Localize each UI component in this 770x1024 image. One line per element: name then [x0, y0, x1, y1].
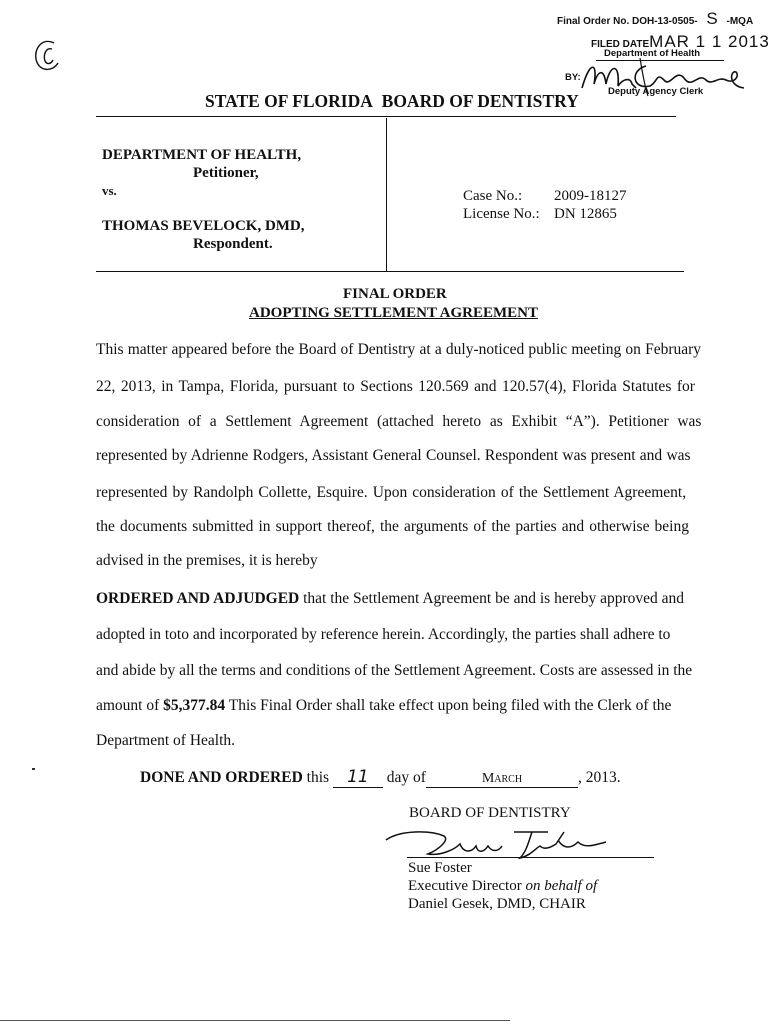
done-month: March [426, 771, 578, 788]
page-bottom-line [0, 1020, 510, 1021]
signature-board: BOARD OF DENTISTRY [409, 805, 571, 821]
respondent-role: Respondent. [193, 236, 273, 252]
chair-name: Daniel Gesek, DMD, CHAIR [408, 896, 586, 912]
body-line: 22, 2013, in Tampa, Florida, pursuant to Sections 120.569 and 120.57(4), Florida Statutes for [96, 378, 695, 395]
margin-initial-mark [30, 35, 66, 75]
case-number-label: Case No.: [463, 188, 523, 204]
signer-title [408, 878, 597, 895]
done-line [140, 767, 621, 788]
body-line: and abide by all the terms and conditions of the Settlement Agreement. Costs are assessed in the [96, 662, 693, 679]
amount-prefix: amount of [96, 697, 164, 714]
final-order-number-tail: -MQA [726, 16, 754, 27]
license-number-label: License No.: [463, 206, 540, 222]
done-this: this [302, 769, 333, 786]
final-order-number-label: Final Order No. DOH-13-0505- [557, 16, 698, 27]
final-order-number-suffix: S [706, 9, 718, 28]
body-line: adopted in toto and incorporated by reference herein. Accordingly, the parties shall adhere to [96, 626, 671, 643]
done-day: 11 [333, 767, 383, 788]
license-number-value: DN 12865 [554, 206, 617, 222]
signer-title-prefix: Executive Director [408, 878, 526, 894]
amount-line [96, 697, 671, 715]
ordered-line [96, 590, 684, 608]
signer-title-italic: on behalf of [525, 878, 598, 894]
caption-bottom-line [96, 271, 684, 272]
body-line: consideration of a Settlement Agreement (attached hereto as Exhibit “A”). Petitioner was [96, 413, 702, 430]
body-line: This matter appeared before the Board of Dentistry at a duly-noticed public meeting on February [96, 341, 702, 358]
department-stamp: Department of Health [604, 48, 701, 59]
filed-date-value: MAR 1 1 2013 [649, 32, 770, 51]
clerk-title: Deputy Agency Clerk [608, 86, 704, 97]
ordered-bold: ORDERED AND ADJUDGED [96, 590, 300, 607]
page-title [205, 91, 579, 112]
signer-name: Sue Foster [408, 860, 472, 876]
stray-mark [32, 768, 35, 770]
title-underline [96, 116, 676, 117]
amount-suffix: This Final Order shall take effect upon being filed with the Clerk of the [225, 697, 672, 714]
by-label: BY: [565, 72, 581, 83]
title-board: BOARD OF DENTISTRY [381, 91, 579, 111]
order-subheading: ADOPTING SETTLEMENT AGREEMENT [249, 305, 538, 321]
body-line: the documents submitted in support thereof, the arguments of the parties and otherwise being [96, 518, 689, 535]
done-bold: DONE AND ORDERED [140, 769, 303, 786]
caption-divider-vertical [386, 118, 387, 272]
done-day-of: day of [382, 769, 426, 786]
respondent-name: THOMAS BEVELOCK, DMD, [102, 218, 305, 234]
filed-date-label: FILED DATE [591, 39, 650, 50]
versus: vs. [102, 183, 117, 198]
petitioner-role: Petitioner, [193, 165, 259, 181]
ordered-rest: that the Settlement Agreement be and is hereby approved and [299, 590, 685, 607]
final-order-number [557, 9, 753, 29]
title-state: STATE OF FLORIDA [205, 91, 373, 111]
order-heading: FINAL ORDER [343, 286, 447, 302]
body-line: represented by Randolph Collette, Esquire. Upon consideration of the Settlement Agreement, [96, 484, 687, 501]
amount-value: $5,377.84 [163, 697, 226, 714]
body-line: advised in the premises, it is hereby [96, 552, 318, 569]
body-line: represented by Adrienne Rodgers, Assistant General Counsel. Respondent was present and was [96, 447, 691, 464]
done-year: , 2013. [577, 769, 621, 786]
body-line: Department of Health. [96, 732, 236, 749]
case-number-value: 2009-18127 [554, 188, 627, 204]
petitioner-name: DEPARTMENT OF HEALTH, [102, 147, 302, 163]
signature-line [407, 857, 654, 858]
